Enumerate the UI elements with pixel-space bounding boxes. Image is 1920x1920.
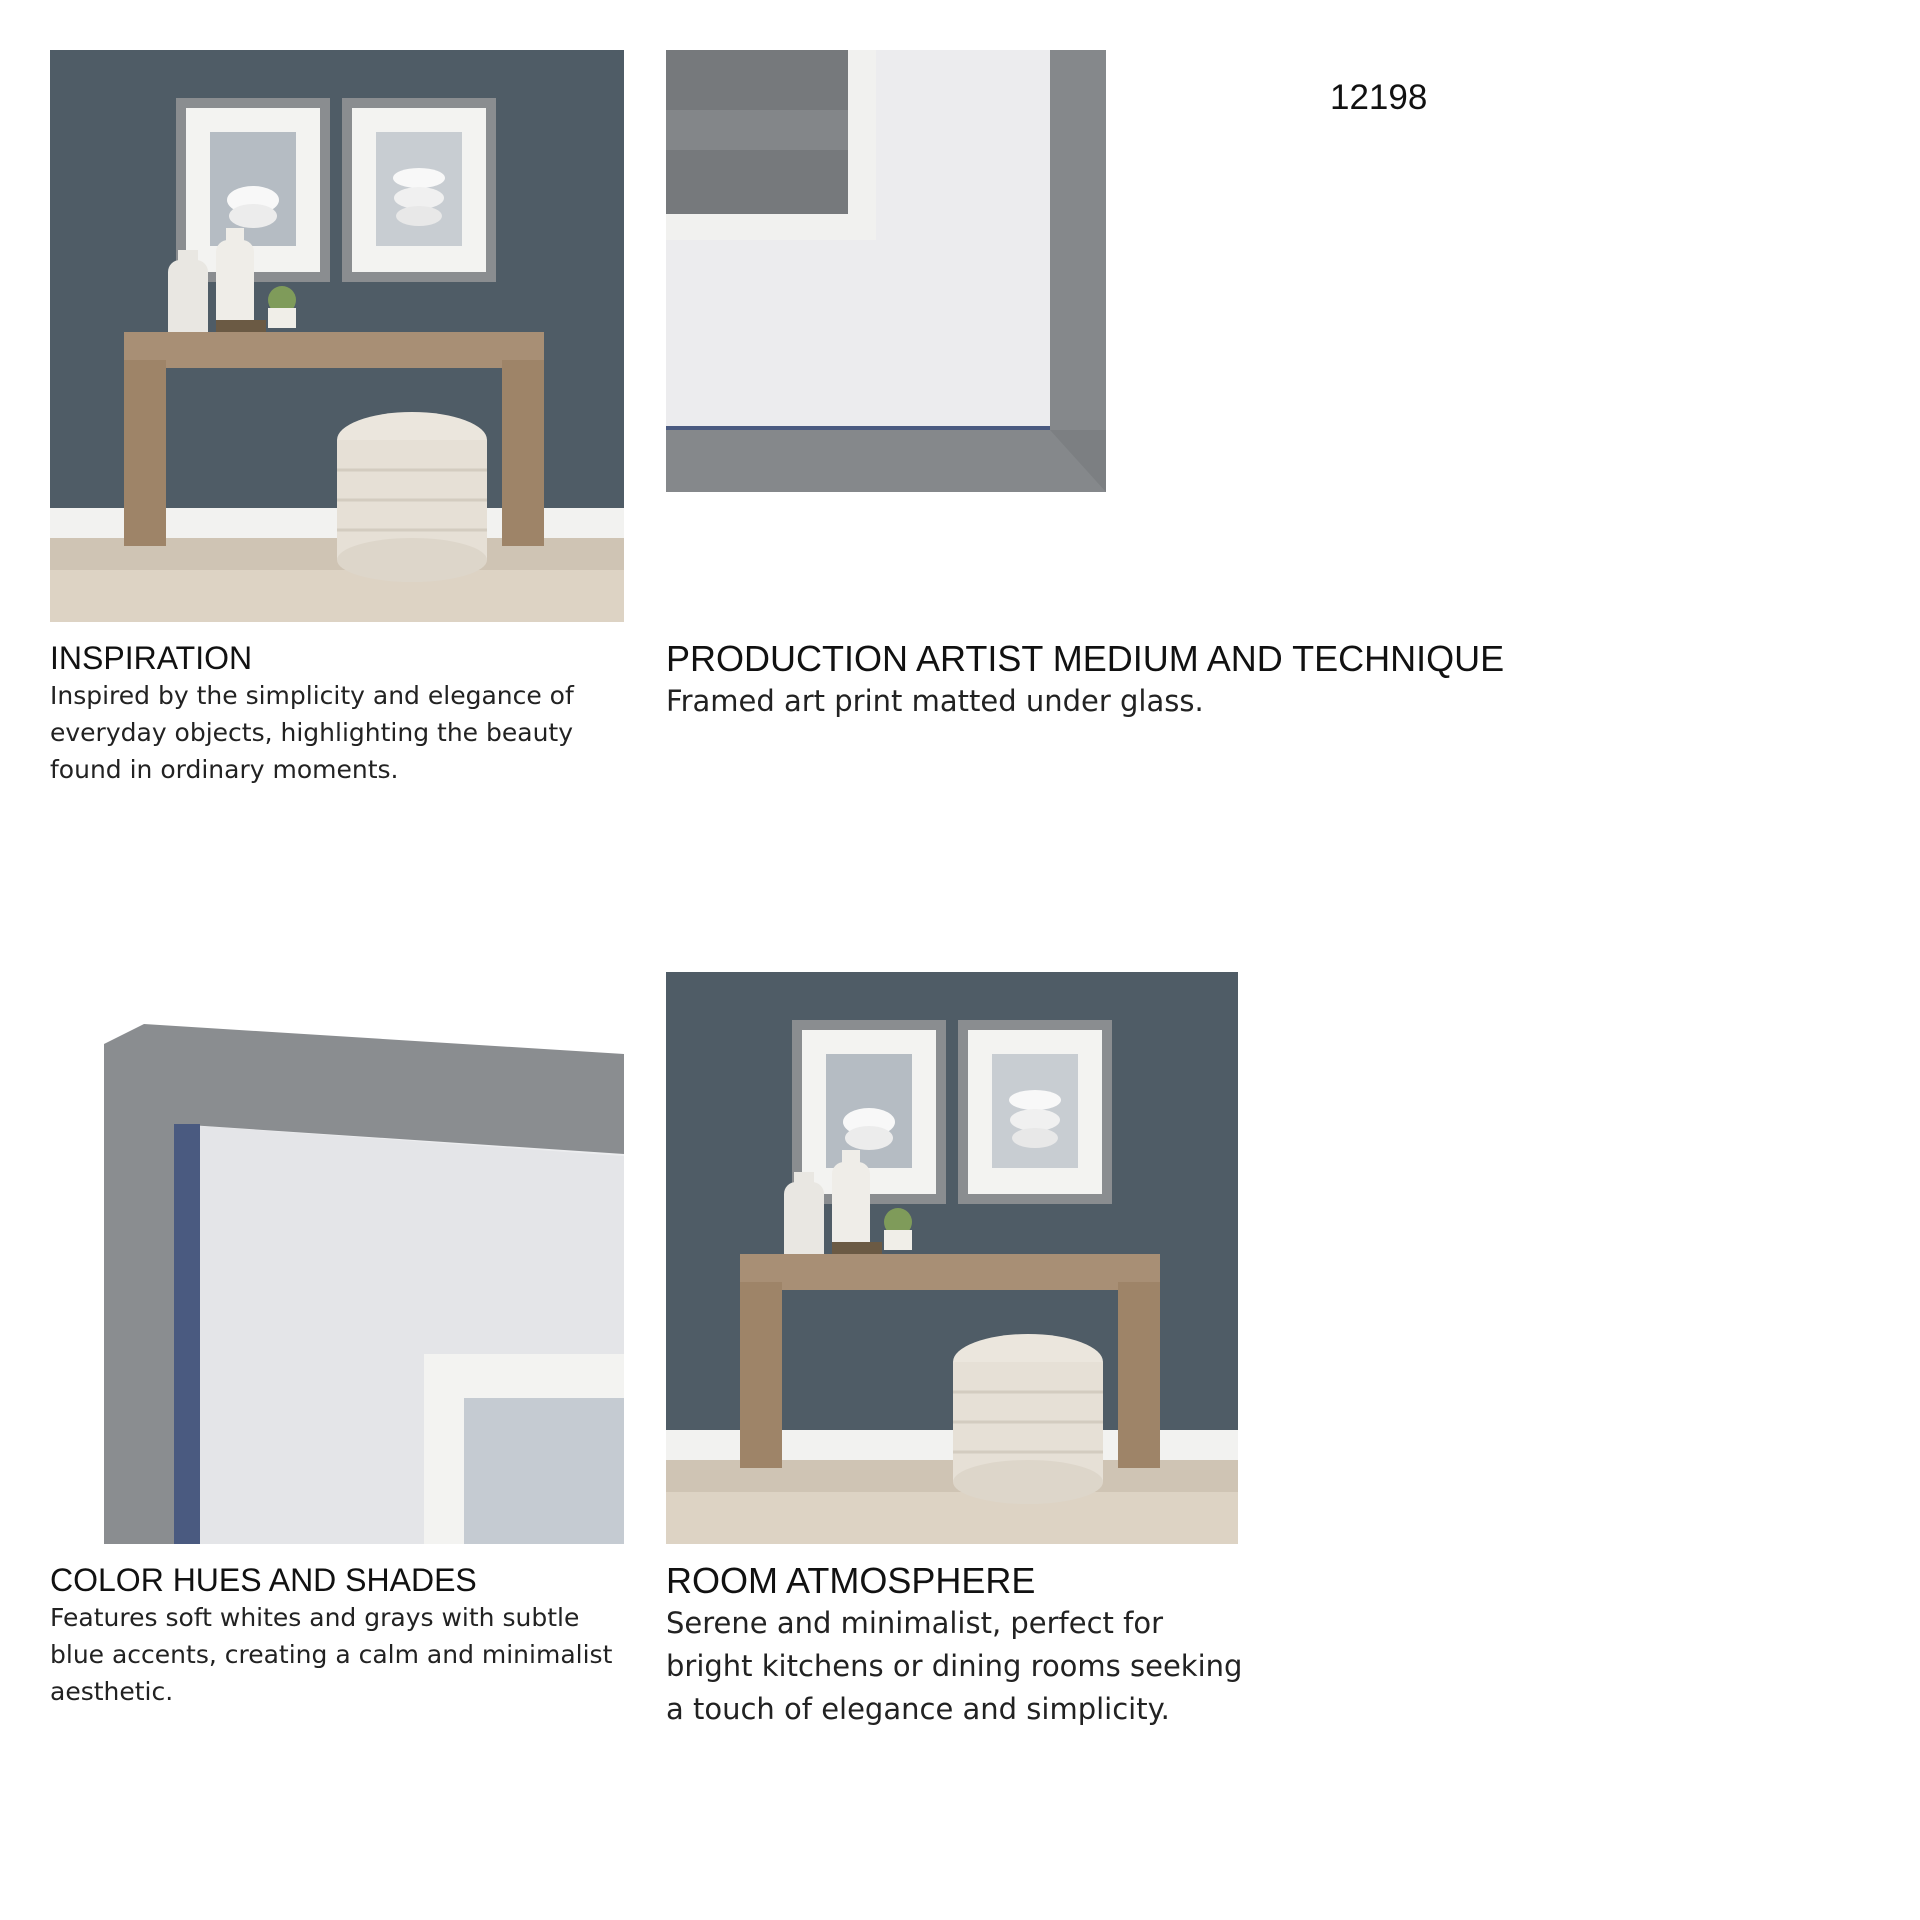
room-section — [666, 1560, 1251, 1731]
inspiration-section — [50, 640, 630, 788]
production-body: Framed art print matted under glass. — [666, 684, 1204, 718]
inspiration-heading: INSPIRATION — [50, 640, 253, 676]
frame-corner-detail-image — [666, 50, 1106, 492]
color-section — [50, 1562, 630, 1710]
product-code: 12198 — [1330, 78, 1428, 117]
room-heading: ROOM ATMOSPHERE — [666, 1560, 1036, 1601]
production-section — [666, 638, 1566, 723]
room-scene-image-top — [50, 50, 624, 622]
room-body: Serene and minimalist, perfect for bright kitchens or dining rooms seeking a touch of elegance and simplicity. — [666, 1606, 1243, 1726]
production-heading: PRODUCTION ARTIST MEDIUM AND TECHNIQUE — [666, 638, 1505, 679]
inspiration-body: Inspired by the simplicity and elegance of everyday objects, highlighting the beauty found in ordinary moments. — [50, 681, 574, 784]
frame-color-detail-image — [104, 1024, 624, 1544]
color-heading: COLOR HUES AND SHADES — [50, 1562, 477, 1598]
color-body: Features soft whites and grays with subtle blue accents, creating a calm and minimalist aesthetic. — [50, 1603, 613, 1706]
room-scene-image-bottom — [666, 972, 1238, 1544]
